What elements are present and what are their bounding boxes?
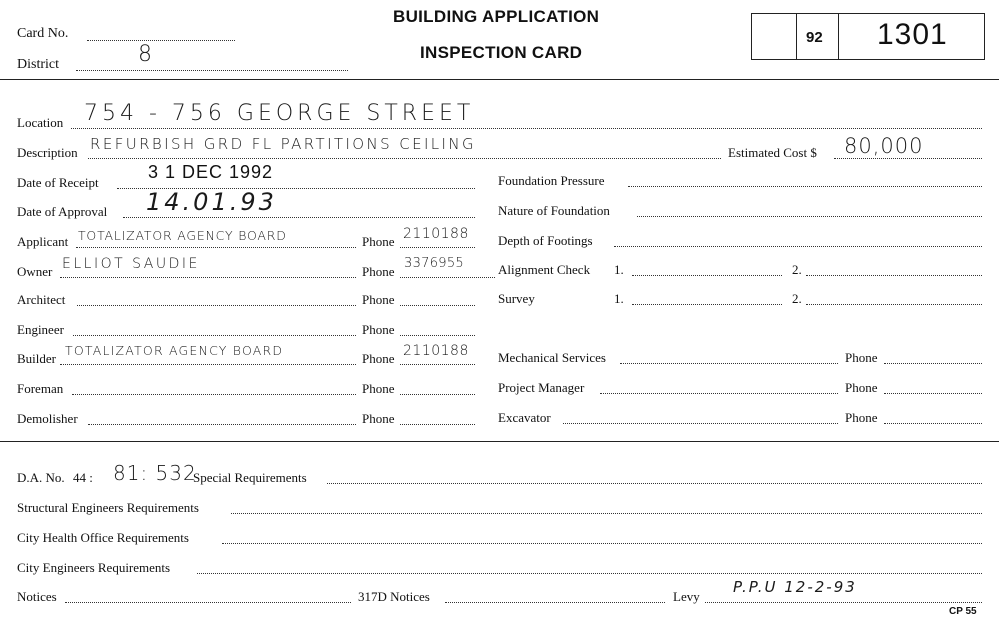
levy-value: P.P.U 12-2-93 [733, 578, 857, 596]
architect-field[interactable] [77, 305, 356, 306]
nature-foundation-field[interactable] [637, 216, 982, 217]
special-requirements-label: Special Requirements [193, 470, 307, 485]
survey-label: Survey [498, 291, 535, 306]
header-rule [0, 79, 999, 80]
box-prefix: 92 [806, 29, 823, 46]
estimated-cost-label: Estimated Cost $ [728, 145, 817, 160]
special-requirements-field[interactable] [327, 483, 982, 484]
description-value: REFURBISH GRD FL PARTITIONS CEILING [90, 135, 477, 153]
builder-label: Builder [17, 351, 56, 366]
alignment-field-1[interactable] [632, 275, 782, 276]
levy-label: Levy [673, 589, 700, 604]
levy-field[interactable] [705, 602, 982, 603]
location-field[interactable] [71, 128, 982, 129]
foreman-label: Foreman [17, 381, 64, 396]
builder-phone-label: Phone [362, 351, 395, 366]
alignment-num-1: 1. [614, 262, 624, 277]
survey-num-1: 1. [614, 291, 624, 306]
health-field[interactable] [222, 543, 982, 544]
317d-notices-field[interactable] [445, 602, 665, 603]
location-label: Location [17, 115, 64, 130]
date-receipt-stamp: 3 1 DEC 1992 [148, 162, 274, 182]
structural-label: Structural Engineers Requirements [17, 500, 199, 515]
nature-foundation-label: Nature of Foundation [498, 203, 610, 218]
foreman-phone-label: Phone [362, 381, 395, 396]
mechanical-field[interactable] [620, 363, 838, 364]
builder-value: TOTALIZATOR AGENCY BOARD [65, 343, 284, 358]
excavator-label: Excavator [498, 410, 551, 425]
owner-phone-field[interactable] [400, 277, 495, 278]
survey-field-2[interactable] [806, 304, 982, 305]
engineer-field[interactable] [73, 335, 356, 336]
district-value: 8 [138, 42, 154, 67]
excavator-phone-label: Phone [845, 410, 878, 425]
project-manager-field[interactable] [600, 393, 838, 394]
depth-footings-field[interactable] [614, 246, 982, 247]
applicant-phone-label: Phone [362, 234, 395, 249]
alignment-field-2[interactable] [806, 275, 982, 276]
estimated-cost-field[interactable] [834, 158, 982, 159]
district-label: District [17, 57, 59, 72]
builder-phone-value: 2110188 [403, 343, 469, 359]
applicant-field[interactable] [76, 247, 356, 248]
foundation-pressure-field[interactable] [628, 186, 982, 187]
survey-field-1[interactable] [632, 304, 782, 305]
demolisher-phone-field[interactable] [400, 424, 475, 425]
architect-phone-label: Phone [362, 292, 395, 307]
survey-num-2: 2. [792, 291, 802, 306]
mechanical-phone-label: Phone [845, 350, 878, 365]
city-engineers-label: City Engineers Requirements [17, 560, 171, 575]
title-line-2: INSPECTION CARD [420, 43, 583, 62]
builder-phone-field[interactable] [400, 364, 475, 365]
excavator-field[interactable] [563, 423, 838, 424]
excavator-phone-field[interactable] [884, 423, 982, 424]
project-manager-label: Project Manager [498, 380, 585, 395]
mechanical-phone-field[interactable] [884, 363, 982, 364]
engineer-phone-field[interactable] [400, 335, 475, 336]
foreman-phone-field[interactable] [400, 394, 475, 395]
form-code: CP 55 [949, 606, 977, 617]
city-engineers-field[interactable] [197, 573, 982, 574]
date-approval-field[interactable] [123, 217, 475, 218]
applicant-value: TOTALIZATOR AGENCY BOARD [78, 228, 287, 243]
estimated-cost-value: 80,000 [844, 134, 924, 158]
card-number-box [751, 13, 985, 60]
district-field[interactable] [76, 70, 348, 71]
demolisher-field[interactable] [88, 424, 356, 425]
box-number: 1301 [877, 18, 948, 51]
317d-notices-label: 317D Notices [358, 589, 430, 604]
date-approval-value: 14.01.93 [146, 188, 277, 216]
da-no-label: D.A. No. [17, 470, 65, 485]
project-manager-phone-field[interactable] [884, 393, 982, 394]
card-no-field[interactable] [87, 40, 235, 41]
title-line-1: BUILDING APPLICATION [393, 7, 600, 26]
alignment-check-label: Alignment Check [498, 262, 591, 277]
notices-field[interactable] [65, 602, 351, 603]
owner-phone-value: 3376955 [404, 256, 464, 271]
owner-label: Owner [17, 264, 53, 279]
demolisher-label: Demolisher [17, 411, 78, 426]
foundation-pressure-label: Foundation Pressure [498, 173, 605, 188]
card-no-label: Card No. [17, 26, 69, 41]
box-divider-1 [796, 14, 797, 59]
depth-footings-label: Depth of Footings [498, 233, 593, 248]
owner-phone-label: Phone [362, 264, 395, 279]
foreman-field[interactable] [72, 394, 356, 395]
date-approval-label: Date of Approval [17, 204, 108, 219]
location-value: 754 - 756 GEORGE STREET [84, 101, 475, 126]
structural-field[interactable] [231, 513, 982, 514]
description-field[interactable] [88, 158, 721, 159]
engineer-phone-label: Phone [362, 322, 395, 337]
applicant-phone-field[interactable] [400, 247, 475, 248]
project-manager-phone-label: Phone [845, 380, 878, 395]
builder-field[interactable] [60, 364, 356, 365]
date-receipt-label: Date of Receipt [17, 175, 99, 190]
demolisher-phone-label: Phone [362, 411, 395, 426]
mechanical-label: Mechanical Services [498, 350, 606, 365]
box-divider-2 [838, 14, 839, 59]
middle-rule [0, 441, 999, 442]
da-no-value: 81: 532 [113, 461, 197, 485]
architect-label: Architect [17, 292, 66, 307]
alignment-num-2: 2. [792, 262, 802, 277]
notices-label: Notices [17, 589, 57, 604]
owner-value: ELLIOT SAUDIE [62, 256, 200, 272]
applicant-phone-value: 2110188 [403, 226, 469, 242]
description-label: Description [17, 145, 78, 160]
da-no-prefix: 44 : [73, 470, 93, 485]
health-label: City Health Office Requirements [17, 530, 189, 545]
engineer-label: Engineer [17, 322, 64, 337]
applicant-label: Applicant [17, 234, 69, 249]
owner-field[interactable] [60, 277, 356, 278]
architect-phone-field[interactable] [400, 305, 475, 306]
